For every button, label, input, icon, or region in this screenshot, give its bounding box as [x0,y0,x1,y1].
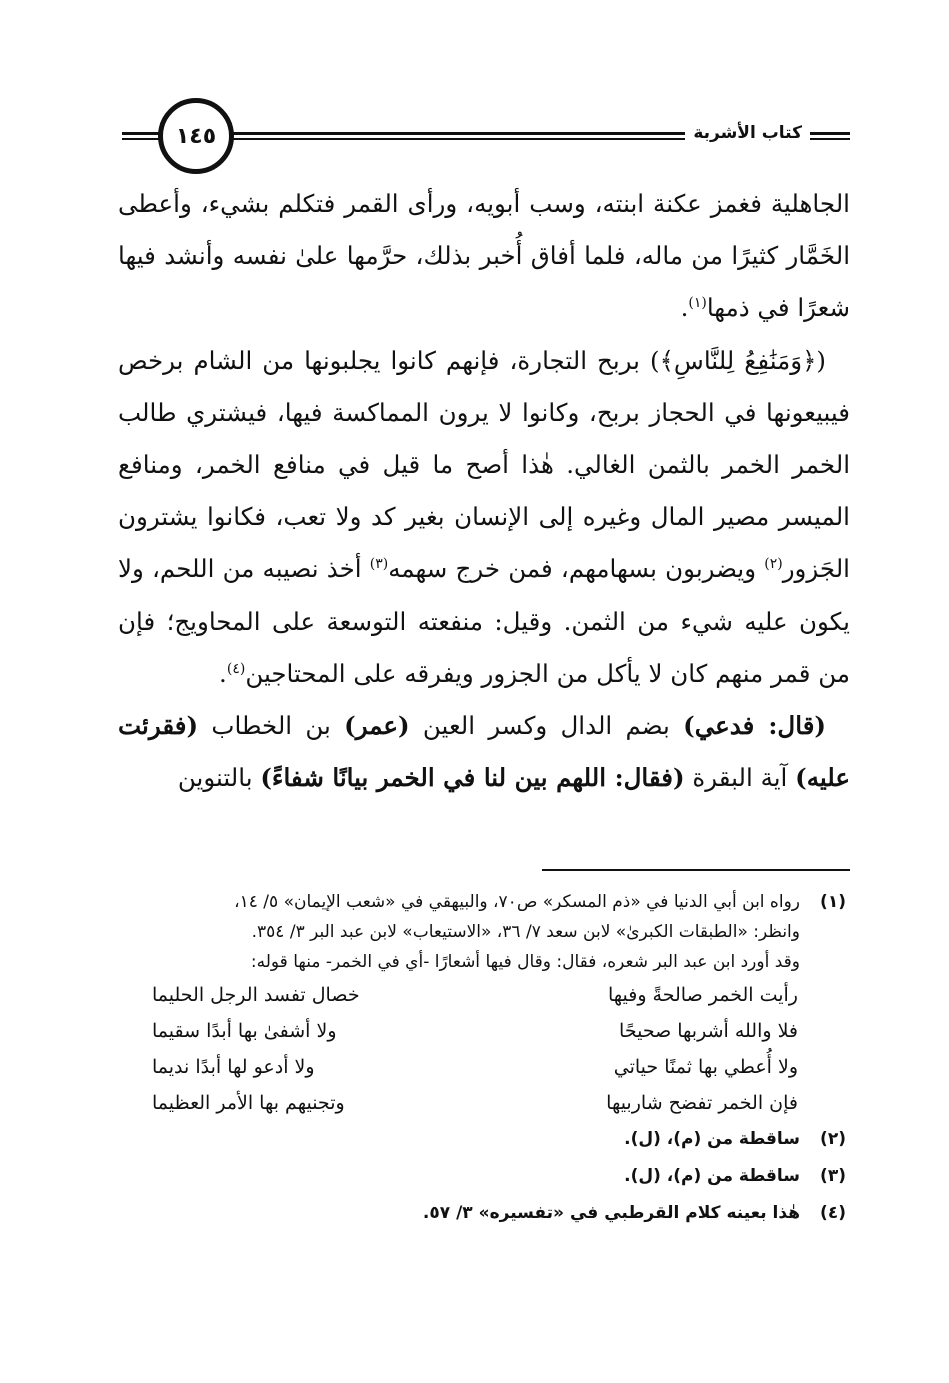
text-line: الجزور ويفرقه على المحتاجين [245,658,549,688]
footnote-line: وانظر: «الطبقات الكبرىٰ» لابن سعد ٧/ ٣٦، «الاستيعاب» لابن عبد البر ٣/ ٣٥٤. [251,922,800,942]
footnote-separator [542,869,850,871]
paragraph-1: الجاهلية فغمز عكنة ابنته، وسب أبويه، ورأى القمر فتكلم بشيء، وأعطى الخَمَّار كثيرًا من ماله، فلما أفاق أُخبر بذلك، حرَّمها علىٰ نفسه وأنشد فيها شعرًا في ذمها$^{(١)}$. [118,189,850,323]
text-line: تعب، فكانوا يشترون الجَزور [118,502,850,584]
footnote-number: (٢) [820,1129,846,1149]
text-line: برخص فيبيعونها في الحجاز بربح، وكانوا لا يرون المماكسة فيها، [118,345,851,427]
text-line: بربح التجارة، فإنهم كانوا يجلبونها من الشام [193,345,651,375]
footnote-number: (١) [820,892,846,912]
verse-first-half: فإن الخمر تفضح شاربيها [606,1092,798,1114]
footnote-3 [118,1158,852,1195]
page-header [122,98,850,180]
running-title: كتاب الأشربة [685,120,810,146]
text-line: أخذ نصيبه من اللحم، ولا يكون عليه شيء من الثمن. وقيل: [118,554,850,636]
text-fragment: بالتنوين [177,763,261,793]
text-line: فيها شعرًا في ذمها [118,241,850,323]
footnote-line: وقد أورد ابن عبد البر شعره، فقال: وقال فيها أشعارًا -أي في الخمر- منها قوله: [250,952,800,972]
verse-first-half: رأيت الخمر صالحةً وفيها [607,984,798,1006]
verse-second-half: ولا أشفىٰ بها أبدًا سقيما [152,1020,337,1042]
verse-row [118,977,800,1013]
bold-quote: عليه) [795,763,850,793]
quran-quote: (﴿وَمَنَٰفِعُ لِلنَّاسِ﴾) [650,345,826,375]
footnote-text: هٰذا بعينه كلام القرطبي في «تفسيره» ٣/ ٥٧. [422,1203,800,1223]
text-fragment: بضم الدال وكسر العين [409,711,684,741]
bold-quote: (فقال: اللهم بين لنا في الخمر بيانًا شفاءً) [260,763,685,793]
text-line: الجاهلية فغمز عكنة ابنته، وسب أبويه، ورأى القمر فتكلم بشيء، وأعطى [118,189,850,218]
footnote-number: (٣) [820,1166,846,1186]
footnote-text: ساقطة من (م)، (ل). [624,1166,800,1186]
text-fragment: بن الخطاب [198,711,345,741]
verse-first-half: فلا والله أشربها صحيحًا [619,1020,798,1042]
footnote-1 [118,887,852,1121]
text-line: منفعته التوسعة على المحاويج؛ فإن من قمر منهم كان لا يأكل من [118,606,850,688]
footnote-ref-3[interactable]: (٣) [369,556,389,573]
text-line: الخمر، ومنافع الميسر مصير المال وغيره إلى الإنسان بغير كد ولا [118,450,850,532]
footnote-2 [118,1121,852,1158]
main-text [118,178,850,804]
paragraph-2: (﴿وَمَنَٰفِعُ لِلنَّاسِ﴾) بربح التجارة، فإنهم كانوا يجلبونها من الشام برخص فيبيعونها في الحجاز بربح، وكانوا لا يرون المماكسة فيها، فيشتري طالب الخمر الخمر بالثمن الغالي. هٰذا أصح ما قيل في منافع الخمر، ومنافع الميسر مصير المال وغيره إلى الإنسان بغير كد ولا تعب، فكانوا يشترون الجَزور$^{(٢)}$ ويضربون بسهامهم، فمن خرج سهمه$^{(٣)}$ أخذ نصيبه من اللحم، ولا يكون عليه شيء من الثمن. وقيل: منفعته التوسعة على المحاويج؛ فإن من قمر منهم كان لا يأكل من الجزور ويفرقه على المحتاجين$^{(٤)}$. [118,345,851,688]
footnote-ref-4[interactable]: (٤) [226,660,246,677]
footnote-line: رواه ابن أبي الدنيا في «ذم المسكر» ص٧٠، والبيهقي في «شعب الإيمان» ٥/ ١٤، [234,892,800,912]
paragraph-3 [118,700,850,804]
text-line: ويضربون بسهامهم، فمن خرج [455,554,765,584]
footnote-ref-2[interactable]: (٢) [764,556,783,573]
verse-row [118,1085,800,1121]
text-fragment: آية البقرة [684,763,796,793]
verse-second-half: ولا أدعو لها أبدًا نديما [152,1056,315,1078]
text-line: سهمه [388,554,448,584]
footnote-text: ساقطة من (م)، (ل). [624,1129,800,1149]
verse-row [118,1013,800,1049]
text-line: فيشتري طالب الخمر الخمر بالثمن الغالي. هٰذا أصح ما قيل في منافع [118,397,851,480]
verse-second-half: وتجنيهم بها الأمر العظيما [152,1092,345,1114]
text-line: الخَمَّار كثيرًا من ماله، فلما أفاق أُخبر بذلك، حرَّمها علىٰ نفسه وأنشد [164,241,850,271]
footnotes [118,887,852,1232]
verse-row [118,1049,800,1085]
page-number: ١٤٥ [158,98,234,174]
bold-quote: (فقرئت [118,711,199,741]
verse-second-half: خصال تفسد الرجل الحليما [152,984,360,1006]
footnote-ref-1[interactable]: (١) [688,295,707,312]
verse-first-half: ولا أُعطي بها ثمنًا حياتي [613,1056,798,1078]
bold-quote: (قال: فدعي) [683,711,826,741]
footnote-4 [118,1195,852,1232]
bold-quote: (عمر) [344,711,410,741]
footnote-number: (٤) [820,1203,846,1223]
